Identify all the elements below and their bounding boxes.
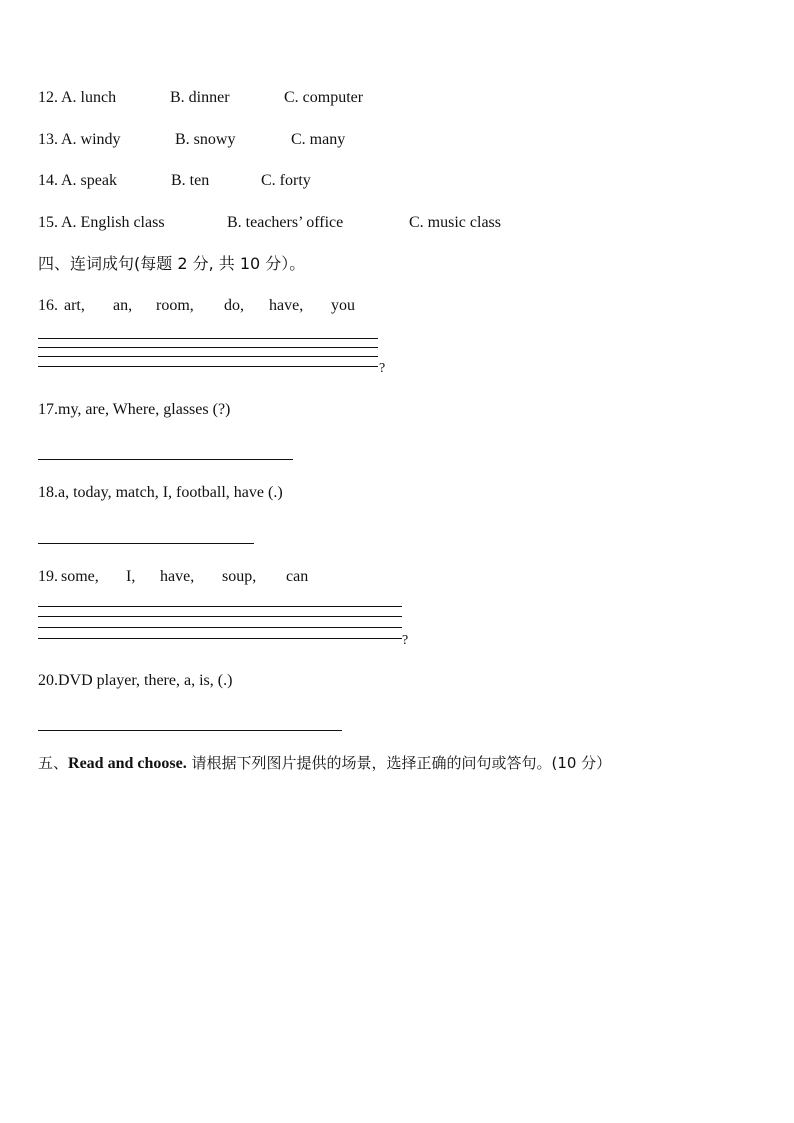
answer-line[interactable] [38,730,342,731]
section-4-heading: 四、连词成句(每题 2 分, 共 10 分）。 [38,254,306,273]
answer-line[interactable] [38,366,378,367]
option-a: A. speak [61,172,117,189]
word-item: have, [160,568,195,585]
answer-line[interactable] [38,627,402,628]
option-b: B. snowy [175,131,236,148]
option-b: B. dinner [170,89,230,106]
section-5-title-en: Read and choose. [68,755,187,772]
section-5-title-zh: 请根据下列图片提供的场景，选择正确的问句或答句。(10 分） [186,754,612,772]
option-c: C. music class [409,214,501,231]
answer-line[interactable] [38,459,293,460]
option-b: B. ten [171,172,210,189]
answer-line[interactable] [38,616,402,617]
option-a: A. lunch [61,89,117,106]
question-17: 17.my, are, Where, glasses (?) [38,401,231,418]
answer-line[interactable] [38,606,402,607]
word-item: can [286,568,309,585]
question-number: 15. [38,214,58,231]
option-a: A. windy [61,131,121,148]
question-number: 12. [38,89,58,106]
option-c: C. computer [284,89,364,106]
option-c: C. forty [261,172,311,189]
answer-line[interactable] [38,338,378,339]
word-item: you [331,297,355,314]
option-b: B. teachers’ office [227,214,344,231]
answer-line[interactable] [38,356,378,357]
option-a: A. English class [61,214,165,231]
word-item: have, [269,297,304,314]
word-item: some, [61,568,99,585]
question-number: 13. [38,131,58,148]
answer-line[interactable] [38,543,254,544]
answer-line[interactable] [38,638,402,639]
word-item: an, [113,297,133,314]
question-mark: ? [379,361,386,376]
question-number: 19. [38,568,58,585]
option-c: C. many [291,131,346,148]
section-5-heading [38,753,611,774]
question-18: 18.a, today, match, I, football, have (.) [38,484,283,501]
question-number: 14. [38,172,58,189]
word-item: room, [156,297,194,314]
answer-line[interactable] [38,347,378,348]
question-number: 16. [38,297,58,314]
question-mark: ? [402,633,409,648]
question-20: 20.DVD player, there, a, is, (.) [38,672,233,689]
word-item: I, [126,568,136,585]
word-item: art, [64,297,85,314]
word-item: soup, [222,568,257,585]
word-item: do, [224,297,244,314]
section-5-prefix: 五、 [38,754,69,772]
